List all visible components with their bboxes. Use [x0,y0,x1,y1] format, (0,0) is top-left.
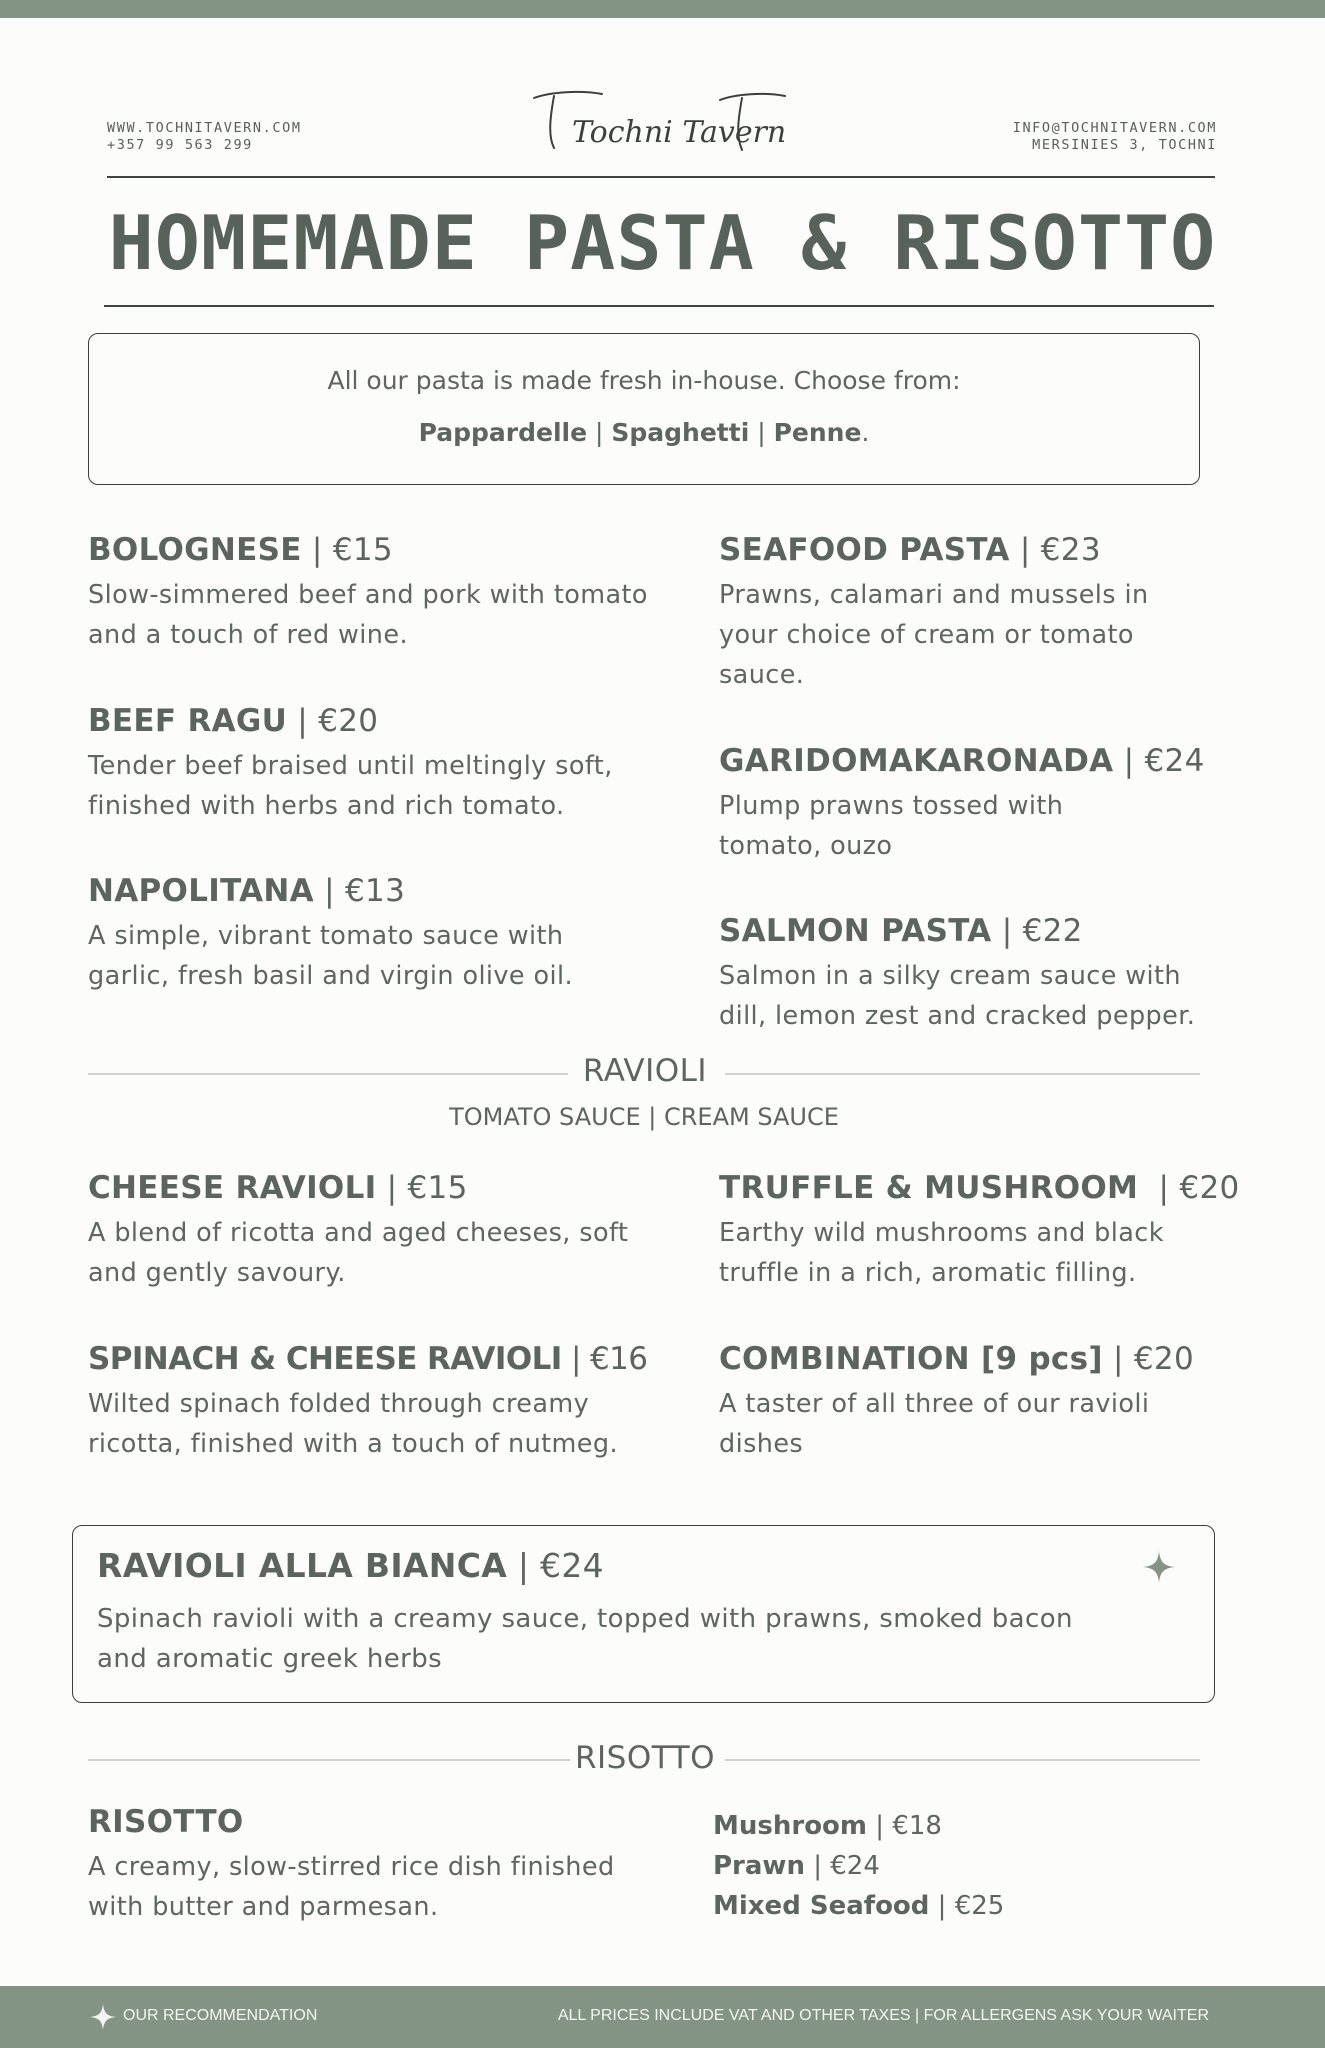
item-price: | €15 [301,532,393,568]
item-description: A taster of all three of our ravioli dishes [719,1389,1150,1459]
item-price: | €23 [1009,532,1101,568]
item-price: | €24 [507,1546,604,1585]
item-price: | €20 [287,703,379,739]
ravioli-sauces: TOMATO SAUCE | CREAM SAUCE [449,1103,839,1131]
option-name: Prawn [713,1851,805,1881]
contact-left [107,120,302,154]
menu-item-beef-ragu [88,701,648,826]
item-description: Wilted spinach folded through creamy ricotta, finished with a touch of nutmeg. [88,1389,618,1459]
footer-note: ALL PRICES INCLUDE VAT AND OTHER TAXES | FOR ALLERGENS ASK YOUR WAITER [557,2007,1209,2024]
website-link[interactable]: WWW.TOCHNITAVERN.COM [107,120,302,136]
item-description: A simple, vibrant tomato sauce with garlic, fresh basil and virgin olive oil. [88,921,573,991]
item-price: | €16 [561,1341,648,1377]
email-link[interactable]: INFO@TOCHNITAVERN.COM [1012,120,1217,136]
menu-item-napolitana [88,871,648,996]
menu-item-bolognese [88,530,648,655]
logo-text: Tochni Tavern [572,115,787,150]
option-price: | €18 [867,1811,942,1841]
section-title-risotto: RISOTTO [575,1740,715,1776]
item-title [719,530,1189,570]
item-title [88,530,648,570]
item-title [719,741,1205,781]
menu-item-truffle-mushroom [719,1168,1240,1293]
item-price: | €13 [313,873,406,909]
item-name: BOLOGNESE [88,532,302,568]
item-name: RISOTTO [88,1804,244,1840]
address-text: MERSINIES 3, TOCHNI [1032,137,1217,153]
menu-item-cheese-ravioli [88,1168,648,1293]
menu-item-seafood-pasta [719,530,1189,695]
sparkle-icon [90,2004,116,2030]
menu-item-combination [719,1339,1199,1464]
item-title [97,1546,604,1586]
risotto-option-mixed-seafood [713,1886,1004,1926]
risotto-option-mushroom [713,1806,942,1846]
sparkle-icon [1142,1550,1176,1584]
title-bottom-rule [104,305,1214,307]
pasta-type-penne: Penne [773,418,862,447]
item-description: Earthy wild mushrooms and black truffle in a rich, aromatic filling. [719,1218,1164,1288]
option-price: | €25 [929,1891,1005,1921]
item-description: A blend of ricotta and aged cheeses, soft and gently savoury. [88,1218,629,1288]
item-title [719,1168,1240,1208]
menu-item-salmon-pasta [719,911,1219,1036]
top-accent-bar [0,0,1325,18]
contact-right [1013,120,1217,154]
pasta-type-spaghetti: Spaghetti [611,418,750,447]
intro-box [88,333,1200,485]
item-name: SALMON PASTA [719,913,992,949]
item-description: Plump prawns tossed with tomato, ouzo [719,791,1064,861]
item-description: Spinach ravioli with a creamy sauce, topped with prawns, smoked bacon and aromatic greek herbs [97,1604,1073,1674]
item-name: RAVIOLI ALLA BIANCA [97,1546,508,1585]
recommendation-legend: OUR RECOMMENDATION [123,2007,318,2024]
item-title [88,1168,648,1208]
item-name: BEEF RAGU [88,703,288,739]
item-name: GARIDOMAKARONADA [719,743,1114,779]
item-description: Salmon in a silky cream sauce with dill, lemon zest and cracked pepper. [719,961,1196,1031]
item-title [88,1339,648,1379]
menu-item-spinach-cheese-ravioli [88,1339,648,1464]
item-title [719,911,1219,951]
item-name: CHEESE RAVIOLI [88,1170,377,1206]
footer-bar [0,1986,1325,2048]
pasta-types [89,418,1199,447]
item-description: Tender beef braised until meltingly soft, finished with herbs and rich tomato. [88,751,613,821]
title-top-rule [107,176,1215,178]
item-price: | €22 [991,913,1083,949]
phone-number[interactable]: +357 99 563 299 [107,137,253,153]
pasta-type-pappardelle: Pappardelle [418,418,588,447]
option-name: Mushroom [713,1811,868,1841]
item-description: A creamy, slow-stirred rice dish finished with butter and parmesan. [88,1852,615,1922]
item-name: COMBINATION [9 pcs] [719,1341,1103,1377]
item-description: Prawns, calamari and mussels in your choice of cream or tomato sauce. [719,580,1149,690]
item-price: | €20 [1138,1170,1240,1206]
separator: | [749,418,774,447]
intro-text: All our pasta is made fresh in-house. Choose from: [327,366,961,395]
item-name: TRUFFLE & MUSHROOM [719,1170,1139,1206]
separator: | [587,418,612,447]
item-price: | €20 [1102,1341,1194,1377]
period: . [861,418,870,447]
item-title [88,871,648,911]
recommendation-box [72,1525,1215,1703]
item-name: SPINACH & CHEESE RAVIOLI [88,1341,562,1377]
section-title-ravioli: RAVIOLI [582,1053,708,1089]
risotto-option-prawn [713,1846,880,1886]
tochni-tavern-logo [520,78,820,168]
item-name: NAPOLITANA [88,873,314,909]
option-name: Mixed Seafood [713,1891,930,1921]
menu-item-risotto [88,1802,648,1927]
item-price: | €24 [1113,743,1205,779]
item-name: SEAFOOD PASTA [719,532,1010,568]
option-price: | €24 [804,1851,880,1881]
menu-item-garidomakaronada [719,741,1205,866]
item-title [719,1339,1199,1379]
page-title: HOMEMADE PASTA & RISOTTO [108,199,1217,287]
item-description: Slow-simmered beef and pork with tomato and a touch of red wine. [88,580,648,650]
item-title [88,701,648,741]
item-price: | €15 [376,1170,468,1206]
